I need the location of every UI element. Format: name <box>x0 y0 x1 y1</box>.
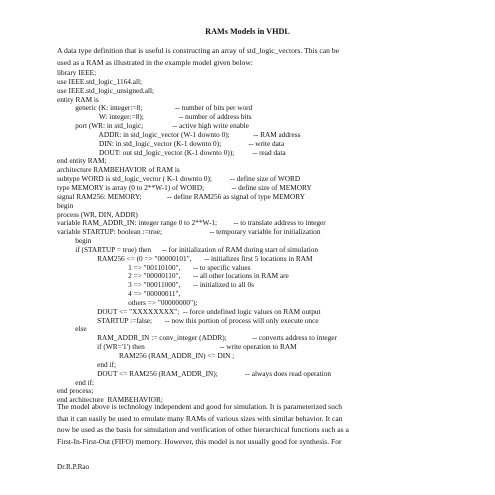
code-line: use IEEE.std_logic_unsigned.all; <box>57 85 155 95</box>
code-line: RAM256 (RAM_ADDR_IN) <= DIN ; <box>57 351 235 360</box>
code-line: variable RAM_ADDR_IN: integer range 0 to 2**W-1; -- to translate address to integer <box>57 218 326 228</box>
code-line: DOUT <= "XXXXXXXX"; -- force undefined logic values on RAM output <box>57 306 321 316</box>
code-line: type MEMORY is array (0 to 2**W-1) of WORD; -- define size of MEMORY <box>57 182 312 192</box>
code-line: others => "00000000"); <box>57 297 198 307</box>
code-line: end entity RAM; <box>57 156 107 166</box>
code-line: use IEEE.std_logic_1164.all; <box>57 76 143 86</box>
code-line: end if; <box>57 359 116 369</box>
code-line: end process; <box>57 386 94 396</box>
outro-line: that it can easily be used to emulate many RAMs of various sizes with similar behavior. It can <box>57 413 343 423</box>
code-line: else <box>57 324 87 334</box>
intro-line: A data type definition that is useful is constructing an array of std_logic_vectors. This can be <box>57 46 340 55</box>
author-footer: Dr.R.P.Rao <box>57 463 90 471</box>
code-line: architecture RAMBEHAVIOR of RAM is <box>57 165 180 175</box>
outro-line: now be used as the basis for simulation and verification of other hierarchical functions such as a <box>57 425 349 435</box>
code-line: DOUT: out std_logic_vector (K-1 downto 0)); -- read data <box>57 147 286 157</box>
code-line: 3 => "00011000", -- initialized to all 0s <box>57 280 254 290</box>
code-line: port (WR: in std_logic; -- active high write enable <box>57 121 249 131</box>
code-line: RAM_ADDR_IN := conv_integer (ADDR); -- converts address to integer <box>57 333 337 343</box>
outro-paragraph <box>57 401 440 447</box>
code-line: 1 => "00110100", -- to specific values <box>57 262 251 272</box>
code-line: generic (K: integer:=8; -- number of bits per word <box>57 103 253 113</box>
code-line: 2 => "00000110", -- all other locations in RAM are <box>57 271 289 281</box>
vhdl-code-block <box>57 69 477 405</box>
code-line: ADDR: in std_logic_vector (W-1 downto 0); -- RAM address <box>57 129 301 139</box>
code-line: STARTUP :=false; -- now this portion of process will only execute once <box>57 315 319 325</box>
code-line: RAM256 <= (0 => "00000101", -- initializes first 5 locations in RAM <box>57 253 313 263</box>
code-line: DOUT <= RAM256 (RAM_ADDR_IN); -- always does read operation <box>57 368 331 378</box>
code-line: variable STARTUP: boolean :=true; -- temporary variable for initialization <box>57 227 321 237</box>
code-line: end if; <box>57 377 95 387</box>
code-line: process (WR, DIN, ADDR) <box>57 209 138 219</box>
code-line: 4 => "00000011", <box>57 289 181 299</box>
outro-line: First-In-First-Out (FIFO) memory. However, this model is not usually good for synthesis. For <box>57 436 342 446</box>
intro-line: used as a RAM as illustrated in the example model given below: <box>57 57 253 67</box>
code-line: begin <box>57 200 74 210</box>
code-line: subtype WORD is std_logic_vector ( K-1 downto 0); -- define size of WORD <box>57 174 301 184</box>
code-line: entity RAM is <box>57 94 99 104</box>
page-title: RAMs Models in VHDL <box>205 27 290 36</box>
code-line: if (STARTUP = true) then -- for initialization of RAM during start of simulation <box>57 244 319 254</box>
code-line: end architecture RAMBEHAVIOR; <box>57 395 163 405</box>
code-line: W: integer:=8); -- number of address bits <box>57 112 252 122</box>
code-line: begin <box>57 236 92 246</box>
outro-line: The model above is technology independent and good for simulation. It is parameterized such <box>57 402 343 411</box>
code-line: if (WR='1') then -- write operation to RAM <box>57 342 297 352</box>
code-line: signal RAM256: MEMORY; -- define RAM256 as signal of type MEMORY <box>57 191 306 201</box>
code-line: library IEEE; <box>57 68 97 77</box>
intro-paragraph <box>57 45 440 68</box>
code-line: DIN: in std_logic_vector (K-1 downto 0); -- write data <box>57 138 285 148</box>
